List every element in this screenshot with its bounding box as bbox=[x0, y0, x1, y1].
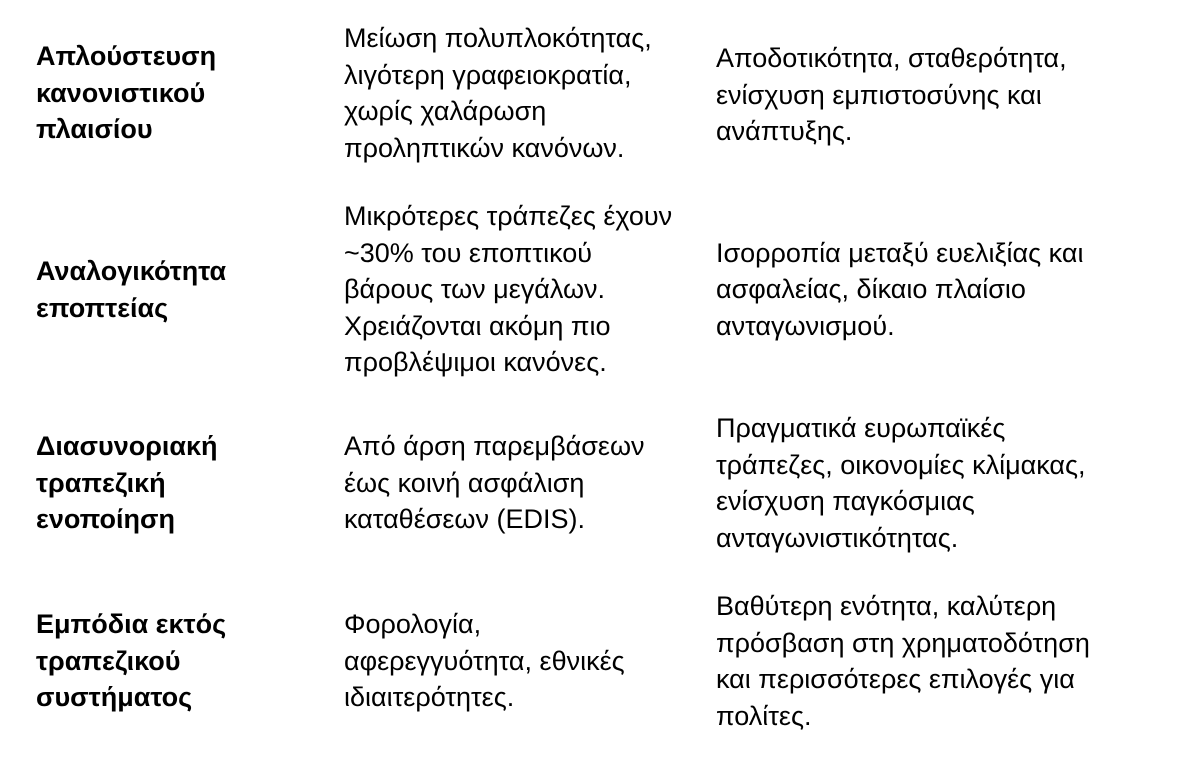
row-header bbox=[36, 428, 326, 538]
text-line: Μείωση πολυπλοκότητας, bbox=[344, 23, 652, 53]
text-line: Χρειάζονται ακόμη πιο bbox=[344, 310, 611, 341]
text-line: τράπεζες, οικονομίες κλίμακας, bbox=[716, 449, 1086, 480]
row-header bbox=[36, 38, 326, 148]
text-line: Μικρότερες τράπεζες έχουν bbox=[344, 201, 673, 232]
row-description bbox=[344, 198, 710, 381]
text-line: ενίσχυση παγκόσμιας bbox=[716, 486, 975, 516]
row-description bbox=[344, 428, 710, 538]
row-benefit bbox=[716, 588, 1176, 734]
text-line: συστήματος bbox=[36, 682, 193, 713]
row-benefit bbox=[716, 235, 1176, 345]
text-line: ανταγωνιστικότητας. bbox=[716, 522, 959, 553]
text-line: Πραγματικά ευρωπαϊκές bbox=[716, 413, 1006, 443]
text-line: Από άρση παρεμβάσεων bbox=[344, 431, 645, 462]
text-line: βάρους των μεγάλων. bbox=[344, 274, 606, 305]
text-line: Φορολογία, bbox=[344, 609, 482, 640]
text-line: Εμπόδια εκτός bbox=[36, 609, 227, 640]
text-line: Διασυνοριακή bbox=[36, 431, 218, 462]
text-line: χωρίς χαλάρωση bbox=[344, 96, 547, 126]
text-line: ιδιαιτερότητες. bbox=[344, 682, 515, 713]
text-line: έως κοινή ασφάλιση bbox=[344, 467, 585, 498]
text-line: Βαθύτερη ενότητα, καλύτερη bbox=[716, 591, 1057, 621]
text-line: ενίσχυση εμπιστοσύνης και bbox=[716, 79, 1042, 110]
text-line: Αποδοτικότητα, σταθερότητα, bbox=[716, 43, 1067, 73]
text-line: προβλέψιμοι κανόνες. bbox=[344, 347, 607, 378]
text-line: ανταγωνισμού. bbox=[716, 310, 895, 341]
table-row bbox=[0, 588, 1186, 734]
row-benefit bbox=[716, 410, 1176, 556]
row-benefit bbox=[716, 40, 1176, 150]
text-line: τραπεζικού bbox=[36, 645, 181, 676]
text-line: ενοποίηση bbox=[36, 504, 175, 535]
text-line: Απλούστευση bbox=[36, 41, 217, 72]
row-header bbox=[36, 253, 326, 326]
text-line: πρόσβαση στη χρηματοδότηση bbox=[716, 627, 1090, 658]
text-line: αφερεγγυότητα, εθνικές bbox=[344, 645, 625, 676]
row-description bbox=[344, 606, 710, 716]
text-line: πλαισίου bbox=[36, 114, 153, 145]
text-line: εποπτείας bbox=[36, 292, 169, 323]
text-line: κανονιστικού bbox=[36, 77, 206, 108]
text-line: Αναλογικότητα bbox=[36, 256, 227, 286]
text-line: προληπτικών κανόνων. bbox=[344, 132, 625, 163]
table-row bbox=[0, 410, 1186, 556]
text-line: ανάπτυξης. bbox=[716, 116, 853, 146]
text-line: Ισορροπία μεταξύ ευελιξίας και bbox=[716, 237, 1084, 268]
table-row bbox=[0, 20, 1186, 166]
text-line: ασφαλείας, δίκαιο πλαίσιο bbox=[716, 274, 1026, 305]
text-line: καταθέσεων (EDIS). bbox=[344, 504, 586, 535]
text-line: λιγότερη γραφειοκρατία, bbox=[344, 59, 632, 90]
text-line: και περισσότερες επιλογές για bbox=[716, 664, 1075, 694]
row-description bbox=[344, 20, 710, 166]
row-header bbox=[36, 606, 326, 716]
table-row bbox=[0, 198, 1186, 381]
text-line: πολίτες. bbox=[716, 700, 812, 731]
text-line: τραπεζική bbox=[36, 467, 166, 498]
text-line: ~30% του εποπτικού bbox=[344, 237, 593, 268]
